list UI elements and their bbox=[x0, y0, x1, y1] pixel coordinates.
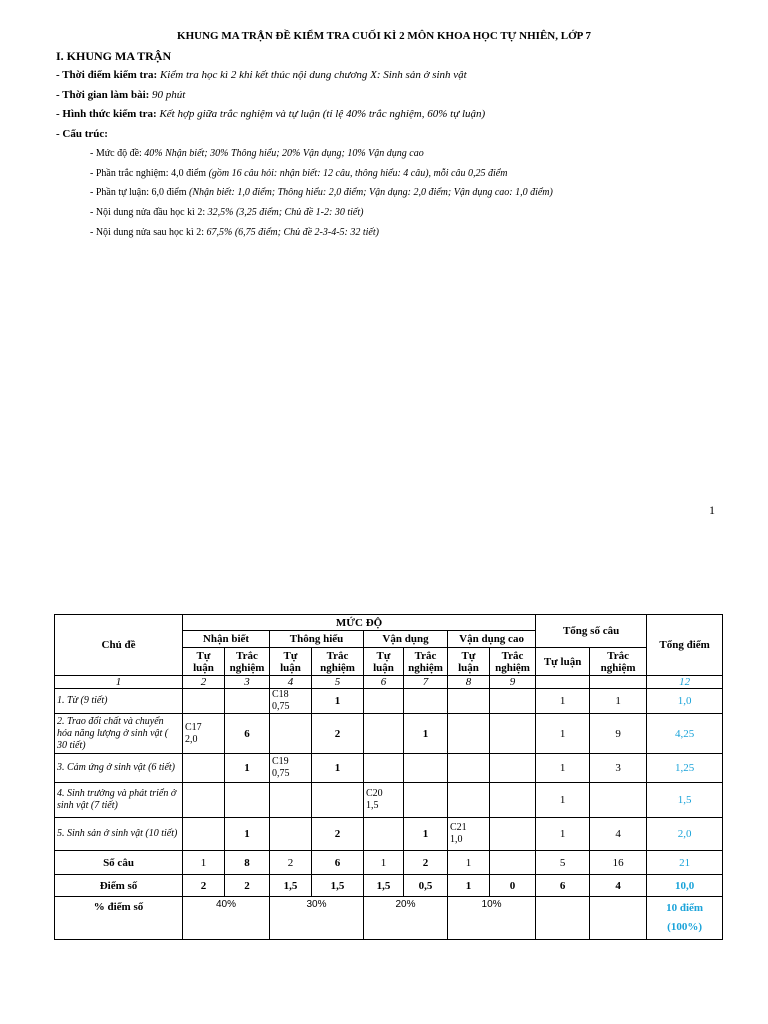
index-cell: 4 bbox=[270, 676, 312, 689]
topic-label: 1. Từ (9 tiết) bbox=[55, 689, 183, 714]
info-time: - Thời điểm kiểm tra: Kiểm tra học kì 2 khi kết thúc nội dung chương X: Sinh sản ở sinh vật bbox=[56, 69, 467, 81]
table-cell bbox=[364, 754, 404, 783]
header-tong-diem: Tổng điểm bbox=[647, 615, 723, 676]
index-cell: 2 bbox=[183, 676, 225, 689]
table-cell bbox=[225, 783, 270, 818]
table-cell: C19 0,75 bbox=[270, 754, 312, 783]
table-cell: 2 bbox=[183, 875, 225, 897]
header-trac-nghiem: Trắc nghiệm bbox=[312, 648, 364, 676]
table-cell bbox=[270, 818, 312, 851]
table-cell bbox=[490, 689, 536, 714]
page-number: 1 bbox=[709, 503, 715, 517]
table-cell: 1,5 bbox=[647, 783, 723, 818]
phan-tram-row bbox=[55, 897, 723, 940]
table-cell bbox=[536, 897, 590, 940]
index-cell: 6 bbox=[364, 676, 404, 689]
table-cell: 0 bbox=[490, 875, 536, 897]
table-cell: 1 bbox=[448, 851, 490, 875]
table-cell bbox=[490, 851, 536, 875]
table-cell: 2 bbox=[312, 818, 364, 851]
table-row bbox=[55, 783, 723, 818]
matrix-table bbox=[54, 614, 723, 940]
table-cell bbox=[590, 897, 647, 940]
table-cell bbox=[590, 783, 647, 818]
table-cell bbox=[404, 689, 448, 714]
structure-item: - Phần trắc nghiệm: 4,0 điểm (gồm 16 câu hỏi: nhận biết: 12 câu, thông hiểu: 4 câu), mỗi câu 0,25 điểm bbox=[90, 168, 508, 179]
table-cell: 2 bbox=[312, 714, 364, 754]
row-label: % điểm số bbox=[55, 897, 183, 940]
table-row bbox=[55, 754, 723, 783]
percent-cell: 30% bbox=[270, 897, 364, 940]
header-muc-do: MỨC ĐỘ bbox=[183, 615, 536, 631]
table-cell bbox=[448, 689, 490, 714]
index-cell: 8 bbox=[448, 676, 490, 689]
table-cell: 6 bbox=[536, 875, 590, 897]
table-cell bbox=[490, 818, 536, 851]
header-trac-nghiem: Trắc nghiệm bbox=[225, 648, 270, 676]
header-tong-so-cau: Tổng số câu bbox=[536, 615, 647, 648]
index-cell: 12 bbox=[647, 676, 723, 689]
header-level: Thông hiểu bbox=[270, 631, 364, 648]
table-cell: 1,25 bbox=[647, 754, 723, 783]
header-trac-nghiem: Trắc nghiệm bbox=[404, 648, 448, 676]
table-cell: 1,5 bbox=[364, 875, 404, 897]
table-cell: 2 bbox=[404, 851, 448, 875]
table-cell bbox=[364, 689, 404, 714]
header-trac-nghiem: Trắc nghiệm bbox=[490, 648, 536, 676]
structure-item: - Nội dung nửa đầu học kì 2: 32,5% (3,25 điểm; Chủ đề 1-2: 30 tiết) bbox=[90, 207, 364, 218]
table-cell bbox=[225, 689, 270, 714]
table-cell: 1 bbox=[225, 818, 270, 851]
table-cell: 1 bbox=[536, 818, 590, 851]
table-cell bbox=[490, 714, 536, 754]
document-title: KHUNG MA TRẬN ĐỀ KIỂM TRA CUỐI KÌ 2 MÔN KHOA HỌC TỰ NHIÊN, LỚP 7 bbox=[177, 30, 591, 42]
table-cell: 1 bbox=[536, 689, 590, 714]
header-tu-luan: Tự luận bbox=[270, 648, 312, 676]
structure-item: - Nội dung nửa sau học kì 2: 67,5% (6,75 điểm; Chủ đề 2-3-4-5: 32 tiết) bbox=[90, 227, 379, 238]
table-cell: 2 bbox=[270, 851, 312, 875]
table-cell: 10,0 bbox=[647, 875, 723, 897]
index-cell: 3 bbox=[225, 676, 270, 689]
table-cell bbox=[404, 754, 448, 783]
table-cell: 5 bbox=[536, 851, 590, 875]
table-cell: 1 bbox=[536, 783, 590, 818]
header-tu-luan: Tự luận bbox=[448, 648, 490, 676]
index-cell: 7 bbox=[404, 676, 448, 689]
info-duration: - Thời gian làm bài: 90 phút bbox=[56, 89, 186, 101]
structure-item: - Phần tự luận: 6,0 điểm (Nhận biết: 1,0 điểm; Thông hiểu: 2,0 điểm; Vận dụng: 2,0 điểm; Vận dụng cao: 1,0 điểm) bbox=[90, 187, 553, 198]
table-cell: 2,0 bbox=[647, 818, 723, 851]
table-cell: 4 bbox=[590, 818, 647, 851]
table-cell: 16 bbox=[590, 851, 647, 875]
table-cell: 6 bbox=[312, 851, 364, 875]
table-cell: C18 0,75 bbox=[270, 689, 312, 714]
topic-label: 5. Sinh sản ở sinh vật (10 tiết) bbox=[55, 818, 183, 851]
table-cell: 6 bbox=[225, 714, 270, 754]
table-cell bbox=[183, 818, 225, 851]
table-cell: 3 bbox=[590, 754, 647, 783]
table-cell bbox=[364, 714, 404, 754]
section-heading: I. KHUNG MA TRẬN bbox=[56, 49, 172, 63]
table-row bbox=[55, 818, 723, 851]
table-cell: 1 bbox=[183, 851, 225, 875]
topic-label: 4. Sinh trưởng và phát triển ở sinh vật (7 tiết) bbox=[55, 783, 183, 818]
index-row bbox=[55, 676, 723, 689]
table-cell: 1 bbox=[590, 689, 647, 714]
table-cell bbox=[448, 714, 490, 754]
table-cell bbox=[183, 783, 225, 818]
header-chu-de: Chủ đề bbox=[55, 615, 183, 676]
table-cell bbox=[183, 689, 225, 714]
table-cell: 1 bbox=[404, 714, 448, 754]
table-cell: C17 2,0 bbox=[183, 714, 225, 754]
index-cell bbox=[536, 676, 590, 689]
topic-label: 2. Trao đổi chất và chuyển hóa năng lượng ở sinh vật ( 30 tiết) bbox=[55, 714, 183, 754]
total-percent: 10 điểm (100%) bbox=[647, 897, 723, 940]
topic-label: 3. Cảm ứng ở sinh vật (6 tiết) bbox=[55, 754, 183, 783]
table-cell: 9 bbox=[590, 714, 647, 754]
index-cell: 5 bbox=[312, 676, 364, 689]
percent-cell: 20% bbox=[364, 897, 448, 940]
table-cell: 1 bbox=[312, 689, 364, 714]
table-cell: 1,5 bbox=[270, 875, 312, 897]
table-cell: 1 bbox=[536, 754, 590, 783]
table-cell: 2 bbox=[225, 875, 270, 897]
header-level: Vận dụng cao bbox=[448, 631, 536, 648]
header-level: Nhận biết bbox=[183, 631, 270, 648]
table-cell bbox=[364, 818, 404, 851]
structure-item: - Mức độ đề: 40% Nhận biết; 30% Thông hiểu; 20% Vận dụng; 10% Vận dụng cao bbox=[90, 148, 424, 159]
table-cell bbox=[270, 783, 312, 818]
header-trac-nghiem: Trắc nghiệm bbox=[590, 648, 647, 676]
table-cell: 1,0 bbox=[647, 689, 723, 714]
table-cell bbox=[312, 783, 364, 818]
header-tu-luan: Tự luận bbox=[183, 648, 225, 676]
info-form: - Hình thức kiểm tra: Kết hợp giữa trắc nghiệm và tự luận (tỉ lệ 40% trắc nghiệm, 60% tự luận) bbox=[56, 108, 486, 120]
table-cell bbox=[270, 714, 312, 754]
table-cell bbox=[448, 754, 490, 783]
index-cell: 9 bbox=[490, 676, 536, 689]
index-cell bbox=[590, 676, 647, 689]
table-cell: 1 bbox=[404, 818, 448, 851]
table-cell bbox=[490, 783, 536, 818]
index-cell: 1 bbox=[55, 676, 183, 689]
table-cell: 8 bbox=[225, 851, 270, 875]
table-cell: 21 bbox=[647, 851, 723, 875]
row-label: Điểm số bbox=[55, 875, 183, 897]
header-level: Vận dụng bbox=[364, 631, 448, 648]
header-tu-luan: Tự luận bbox=[364, 648, 404, 676]
table-row bbox=[55, 714, 723, 754]
table-row bbox=[55, 689, 723, 714]
header-tu-luan: Tự luận bbox=[536, 648, 590, 676]
percent-cell: 10% bbox=[448, 897, 536, 940]
table-cell: C21 1,0 bbox=[448, 818, 490, 851]
table-cell: C20 1,5 bbox=[364, 783, 404, 818]
table-cell: 0,5 bbox=[404, 875, 448, 897]
table-cell: 1 bbox=[312, 754, 364, 783]
diem-so-row bbox=[55, 875, 723, 897]
row-label: Số câu bbox=[55, 851, 183, 875]
table-cell bbox=[448, 783, 490, 818]
percent-cell: 40% bbox=[183, 897, 270, 940]
table-cell: 1 bbox=[364, 851, 404, 875]
table-cell: 1 bbox=[448, 875, 490, 897]
table-cell: 4,25 bbox=[647, 714, 723, 754]
table-cell: 1 bbox=[536, 714, 590, 754]
info-structure: - Cấu trúc: bbox=[56, 128, 108, 140]
table-cell bbox=[183, 754, 225, 783]
so-cau-row bbox=[55, 851, 723, 875]
table-cell: 1 bbox=[225, 754, 270, 783]
table-cell: 4 bbox=[590, 875, 647, 897]
table-cell bbox=[404, 783, 448, 818]
table-cell bbox=[490, 754, 536, 783]
table-cell: 1,5 bbox=[312, 875, 364, 897]
